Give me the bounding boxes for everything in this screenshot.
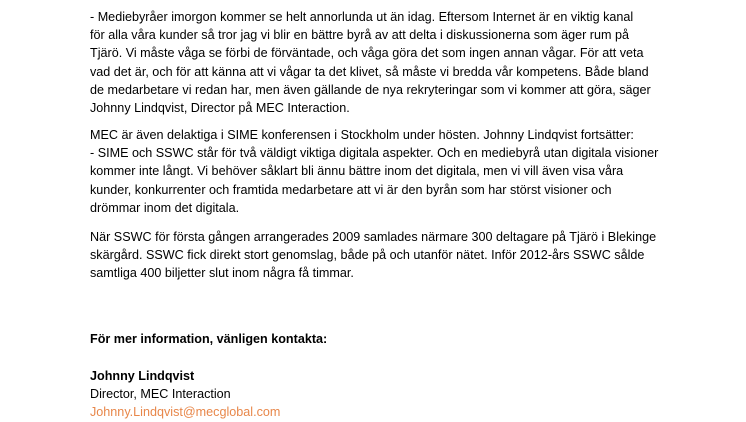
contact-name: Johnny Lindqvist	[90, 369, 195, 383]
paragraph-line: vad det är, och för att känna att vi vågar ta det klivet, så måste vi bredda vår kompetens. Både bland	[90, 64, 649, 79]
paragraph-quote	[90, 8, 690, 117]
contact-heading-text: För mer information, vänligen kontakta:	[90, 332, 328, 346]
paragraph-sime	[90, 126, 690, 217]
contact-heading	[90, 330, 690, 348]
paragraph-line: de medarbetare vi redan har, men även gällande de nya rekryteringar som vi kommer att göra, säger	[90, 82, 651, 97]
paragraph-line: Tjärö. Vi måste våga se förbi de förväntade, och våga göra det som ingen annan vågar. För att veta	[90, 46, 644, 61]
paragraph-line: kommer inte långt. Vi behöver såklart bli ännu bättre inom det digitala, men vi vill även visa våra	[90, 164, 624, 179]
paragraph-line: MEC är även delaktiga i SIME konferensen i Stockholm under hösten. Johnny Lindqvist fortsätter:	[90, 128, 634, 142]
paragraph-line: skärgård. SSWC fick direkt stort genomslag, både på och utanför nätet. Inför 2012-års SSWC sålde	[90, 248, 645, 263]
paragraph-line: - Mediebyråer imorgon kommer se helt annorlunda ut än idag. Eftersom Internet är en viktig kanal	[90, 10, 634, 24]
contact-email-link[interactable]: Johnny.Lindqvist@mecglobal.com	[90, 405, 281, 420]
paragraph-sswc	[90, 228, 690, 283]
paragraph-line: - SIME och SSWC står för två väldigt viktiga digitala aspekter. Och en mediebyrå utan digitala visioner	[90, 146, 659, 161]
contact-title: Director, MEC Interaction	[90, 387, 231, 402]
paragraph-line: drömmar inom det digitala.	[90, 200, 240, 215]
contact-block	[90, 367, 690, 422]
paragraph-line: kunder, konkurrenter och framtida medarbetare att vi är den byrån som har störst visioner och	[90, 182, 612, 197]
paragraph-line: för alla våra kunder så tror jag vi blir en bättre byrå av att delta i diskussionerna som äger rum på	[90, 28, 629, 43]
paragraph-line: samtliga 400 biljetter slut inom några få timmar.	[90, 266, 354, 281]
paragraph-line: När SSWC för första gången arrangerades 2009 samlades närmare 300 deltagare på Tjärö i Blekinge	[90, 230, 657, 244]
paragraph-line: Johnny Lindqvist, Director på MEC Interaction.	[90, 100, 350, 115]
